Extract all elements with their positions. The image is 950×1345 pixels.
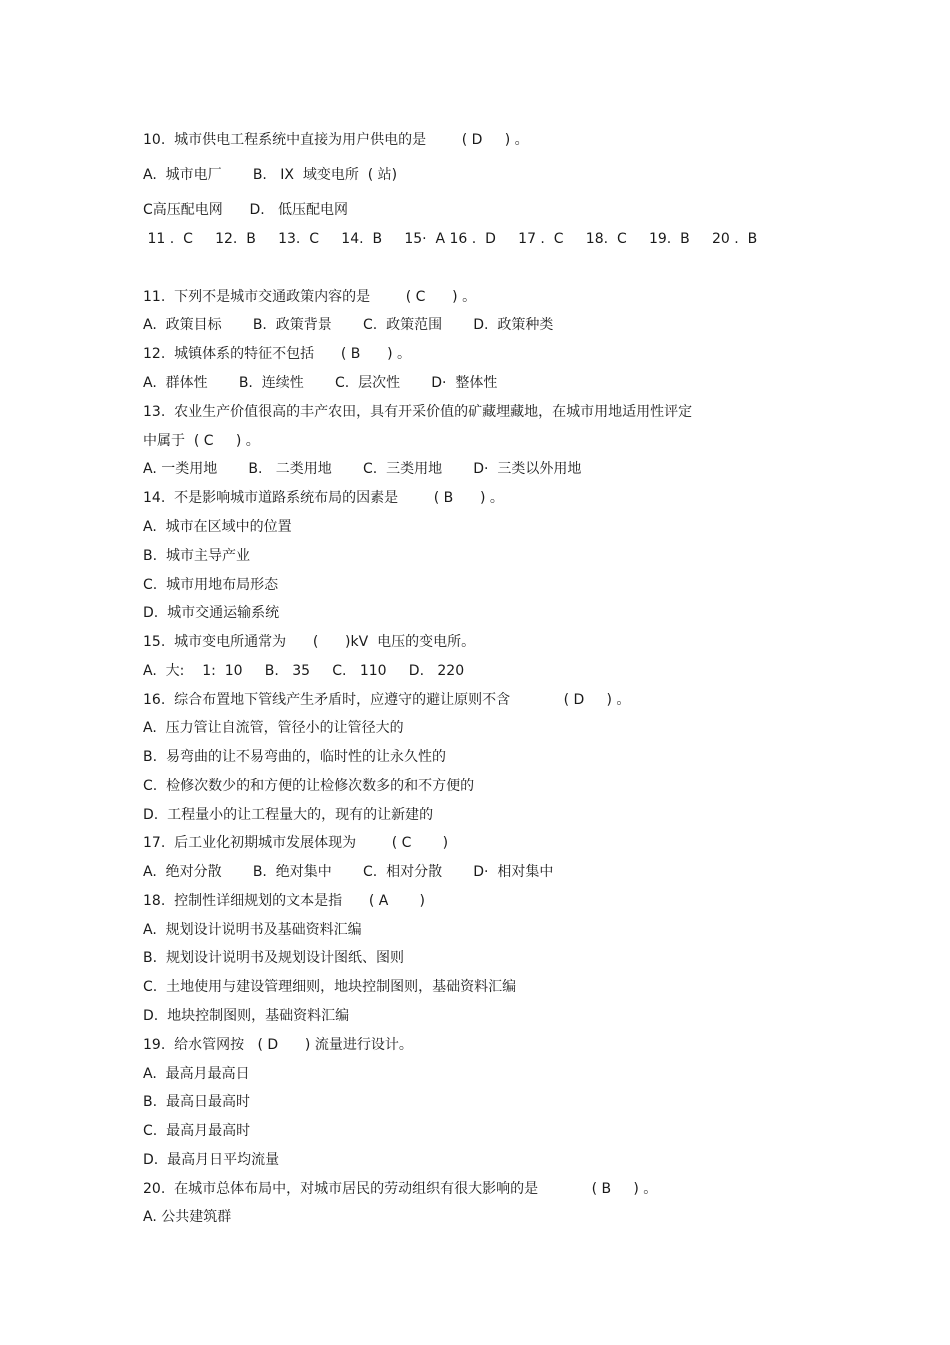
q11-options: A. 政策目标 B. 政策背景 C. 政策范围 D. 政策种类 <box>143 317 554 333</box>
q14-question: 14. 不是影响城市道路系统布局的因素是 ( B ) 。 <box>143 490 504 506</box>
q13-options: A. 一类用地 B. 二类用地 C. 三类用地 D· 三类以外用地 <box>143 461 582 477</box>
q10-options-cd: C高压配电网 D. 低压配电网 <box>143 202 349 218</box>
q19-question: 19. 给水管网按 ( D ) 流量进行设计。 <box>143 1037 413 1053</box>
q19-option-d: D. 最高月日平均流量 <box>143 1152 280 1168</box>
q14-option-a: A. 城市在区域中的位置 <box>143 519 292 535</box>
q19-option-b: B. 最高日最高时 <box>143 1094 250 1110</box>
q15-question: 15. 城市变电所通常为 ( )kV 电压的变电所。 <box>143 634 476 650</box>
q14-option-d: D. 城市交通运输系统 <box>143 605 280 621</box>
q12-question: 12. 城镇体系的特征不包括 ( B ) 。 <box>143 346 411 362</box>
answer-key: 11 . C 12. B 13. C 14. B 15· A 16 . D 17 . C 18. C 19. B 20 . B <box>143 231 758 247</box>
q18-option-b: B. 规划设计说明书及规划设计图纸、图则 <box>143 950 404 966</box>
q17-options: A. 绝对分散 B. 绝对集中 C. 相对分散 D· 相对集中 <box>143 864 554 880</box>
q18-option-c: C. 土地使用与建设管理细则，地块控制图则，基础资料汇编 <box>143 979 517 995</box>
q20-question: 20. 在城市总体布局中，对城市居民的劳动组织有很大影响的是 ( B ) 。 <box>143 1181 658 1197</box>
q16-question: 16. 综合布置地下管线产生矛盾时，应遵守的避让原则不含 ( D ) 。 <box>143 692 631 708</box>
q11-question: 11. 下列不是城市交通政策内容的是 ( C ) 。 <box>143 289 477 305</box>
q13-question-line2: 中属于 ( C ) 。 <box>143 433 260 449</box>
q19-option-a: A. 最高月最高日 <box>143 1066 250 1082</box>
q16-option-d: D. 工程量小的让工程量大的，现有的让新建的 <box>143 807 434 823</box>
q17-question: 17. 后工业化初期城市发展体现为 ( C ) <box>143 835 449 851</box>
q10-question: 10. 城市供电工程系统中直接为用户供电的是 ( D ) 。 <box>143 132 529 148</box>
q20-option-a: A. 公共建筑群 <box>143 1209 232 1225</box>
q14-option-c: C. 城市用地布局形态 <box>143 577 279 593</box>
q15-options: A. 大: 1: 10 B. 35 C. 110 D. 220 <box>143 663 465 679</box>
q18-option-d: D. 地块控制图则，基础资料汇编 <box>143 1008 350 1024</box>
q16-option-b: B. 易弯曲的让不易弯曲的，临时性的让永久性的 <box>143 749 446 765</box>
q18-question: 18. 控制性详细规划的文本是指 ( A ) <box>143 893 425 909</box>
q14-option-b: B. 城市主导产业 <box>143 548 250 564</box>
q16-option-c: C. 检修次数少的和方便的让检修次数多的和不方便的 <box>143 778 475 794</box>
q10-options-ab: A. 城市电厂 B. IX 域变电所 ( 站) <box>143 167 398 183</box>
q16-option-a: A. 压力管让自流管，管径小的让管径大的 <box>143 720 404 736</box>
q19-option-c: C. 最高月最高时 <box>143 1123 251 1139</box>
q13-question-line1: 13. 农业生产价值很高的丰产农田，具有开采价值的矿藏埋藏地，在城市用地适用性评定 <box>143 404 693 420</box>
q12-options: A. 群体性 B. 连续性 C. 层次性 D· 整体性 <box>143 375 498 391</box>
q18-option-a: A. 规划设计说明书及基础资料汇编 <box>143 922 362 938</box>
